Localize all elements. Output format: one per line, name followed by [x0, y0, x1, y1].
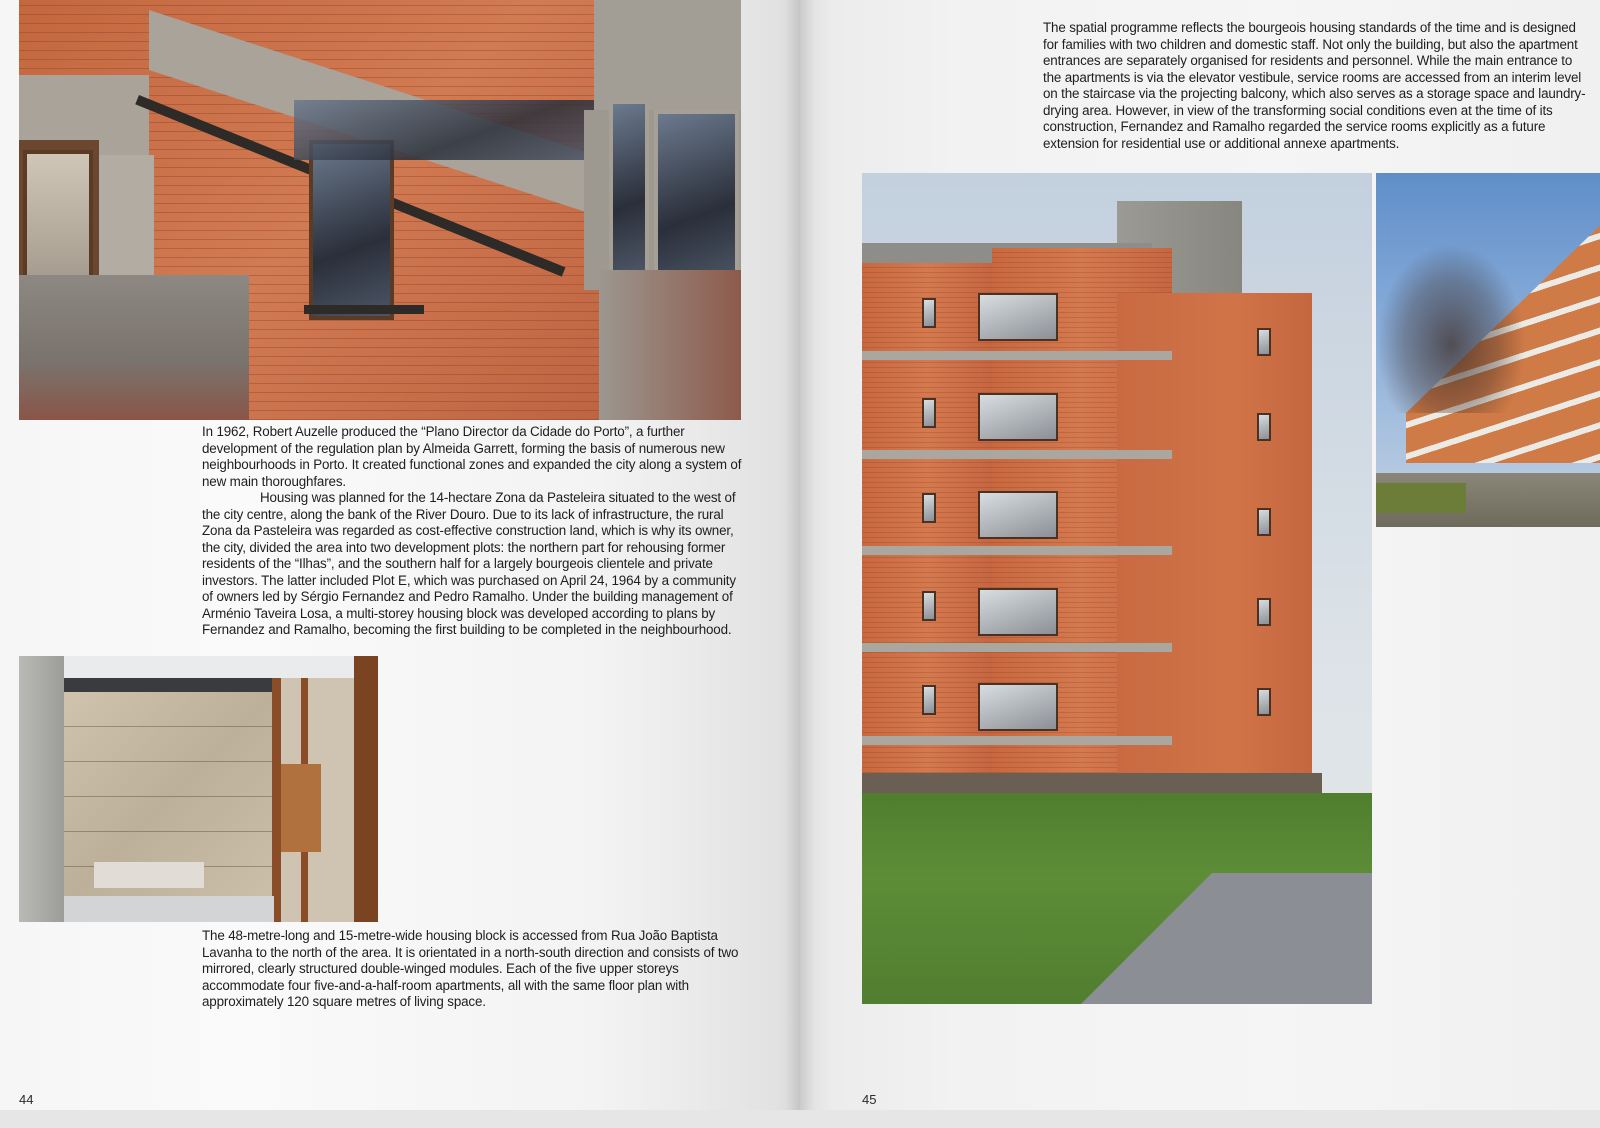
page-number-right: 45 [862, 1092, 877, 1107]
description-text [202, 928, 742, 1011]
page-bottom-edge [0, 1110, 1600, 1128]
paragraph-spatial-programme: The spatial programme reflects the bourgeois housing standards of the time and is designed for families with two children and domestic staff. Not only the building, but also the apartment entrances are separately organised for residents and personnel. While the main entrance to the apartments is via the elevator vestibule, service rooms are accessed from an interim level on the staircase via the projecting balcony, which also serves as a storage space and laundry-drying area. However, in view of the transforming social conditions even at the time of its construction, Fernandez and Ramalho regarded the service rooms explicitly as a future extension for residential use or additional annexe apartments. [1043, 20, 1586, 151]
spine-shadow [786, 0, 814, 1128]
photo-long-housing-block-with-tree [1376, 173, 1600, 527]
photo-entrance-vestibule [19, 656, 378, 922]
paragraph-housing-block-dimensions: The 48-metre-long and 15-metre-wide housing block is accessed from Rua João Baptista Lavanha to the north of the area. It is orientated in a north-south direction and consists of two mirrored, clearly structured double-winged modules. Each of the five upper storeys accommodate four five-and-a-half-room apartments, all with the same floor plan with approximately 120 square metres of living space. [202, 928, 739, 1009]
paragraph-plano-director: In 1962, Robert Auzelle produced the “Plano Director da Cidade do Porto”, a further development of the regulation plan by Almeida Garrett, forming the basis of numerous new neighbourhoods in Porto. It created functional zones and expanded the city along a system of new main thoroughfares. [202, 424, 742, 489]
intro-text [202, 424, 742, 639]
photo-housing-block-exterior [862, 173, 1372, 1004]
page-number-left: 44 [19, 1092, 34, 1107]
paragraph-zona-da-pasteleira: Housing was planned for the 14-hectare Zona da Pasteleira situated to the west of the city centre, along the bank of the River Douro. Due to its lack of infrastructure, the rural Zona da Pasteleira was regarded as cost-effective construction land, which is why its owner, the city, divided the area into two development plots: the northern part for rehousing former residents of the “Ilhas”, and the southern half for a largely bourgeois clientele and private investors. The latter included Plot E, which was purchased on April 24, 1964 by a community of owners led by Sérgio Fernandez and Pedro Ramalho. Under the building management of Arménio Taveira Losa, a multi-storey housing block was developed according to plans by Fernandez and Ramalho, becoming the first building to be completed in the neighbourhood. [202, 490, 736, 637]
programme-text [1043, 20, 1588, 152]
photo-brick-facade-detail [19, 0, 741, 420]
